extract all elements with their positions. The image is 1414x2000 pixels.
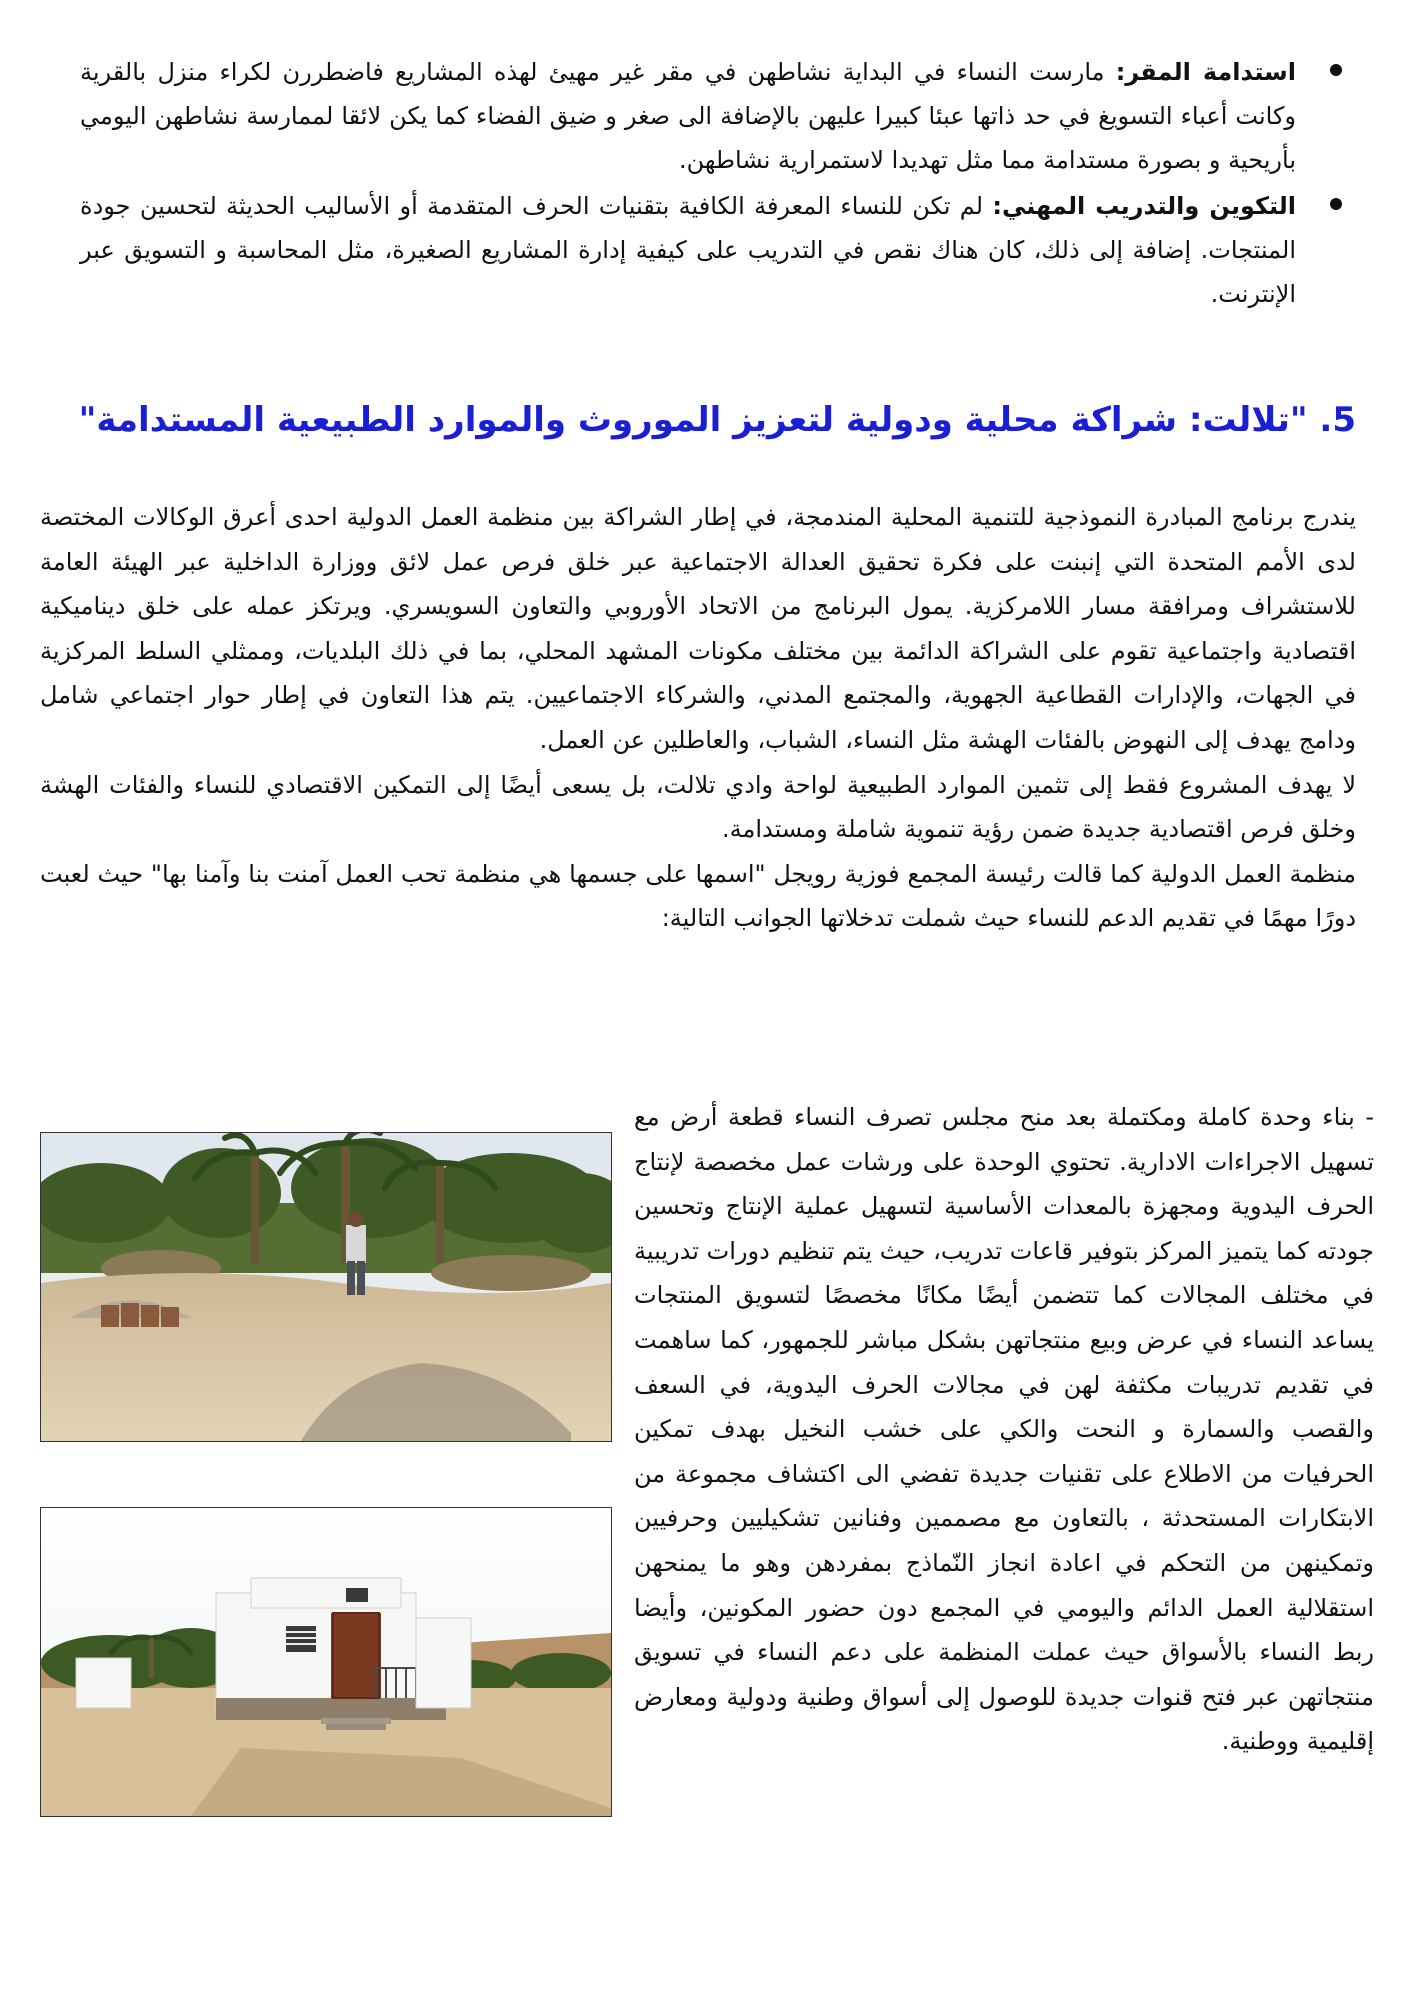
bullet-dot-icon xyxy=(1330,198,1342,210)
completed-building-photo xyxy=(40,1507,612,1817)
body-paragraph: يندرج برنامج المبادرة النموذجية للتنمية المحلية المندمجة، في إطار الشراكة بين منظمة العمل الدولية احدى أعرق الوكالات المختصة لدى الأمم المتحدة التي إنبنت على فكرة تحقيق العدالة الاجتماعية عبر خلق فرص عمل لائق ووزارة الداخلية عبر الهيئة العامة للاستشراف ومرافقة مسار اللامركزية. يمول البرنامج من الاتحاد الأوروبي والتعاون السويسري. ويرتكز عمله على خلق ديناميكية اقتصادية واجتماعية تقوم على الشراكة الدائمة بين مختلف مكونات المشهد المحلي، بما في ذلك البلديات، وممثلي السلط المركزية في الجهات، والإدارات القطاعية الجهوية، والمجتمع المدني، والشركاء الاجتماعيين. يتم هذا التعاون في إطار حوار اجتماعي شامل ودامج يهدف إلى النهوض بالفئات الهشة مثل النساء، الشباب، والعاطلين عن العمل. xyxy=(40,503,1356,754)
body-paragraph: منظمة العمل الدولية كما قالت رئيسة المجمع فوزية رويجل "اسمها على جسمها هي منظمة تحب العمل آمنت بنا وآمنا بها" حيث لعبت دورًا مهمًا في تقديم الدعم للنساء حيث شملت تدخلاتها الجوانب التالية: xyxy=(40,859,1356,933)
bullet-list xyxy=(80,50,1356,318)
bullet-text: مارست النساء في البداية نشاطهن في مقر غير مهيئ لهذه المشاريع فاضطررن لكراء منزل بالقرية وكانت أعباء التسويغ في حد ذاتها عبئا كبيرا عليهن بالإضافة الى صغر و ضيق الفضاء كما يكن لائقا لممارسة نشاطهن اليومي بأريحية و بصورة مستدامة مما مثل تهديدا لاستمرارية نشاطهن. xyxy=(80,58,1296,174)
bullet-dot-icon xyxy=(1330,64,1342,76)
body-text xyxy=(40,495,1356,941)
bullet-title: استدامة المقر: xyxy=(1115,58,1296,86)
body-paragraph: لا يهدف المشروع فقط إلى تثمين الموارد الطبيعية لواحة وادي تلالت، بل يسعى أيضًا إلى التمكين الاقتصادي للنساء والفئات الهشة وخلق فرص اقتصادية جديدة ضمن رؤية تنموية شاملة ومستدامة. xyxy=(40,770,1356,844)
bullet-title: التكوين والتدريب المهني: xyxy=(992,192,1296,220)
construction-site-photo xyxy=(40,1132,612,1442)
bullet-item-training xyxy=(80,184,1356,316)
side-column-text: - بناء وحدة كاملة ومكتملة بعد منح مجلس تصرف النساء قطعة أرض مع تسهيل الاجراءات الادارية. تحتوي الوحدة على ورشات عمل مخصصة لإنتاج الحرف اليدوية ومجهزة بالمعدات الأساسية لتسهيل عملية الإنتاج وتحسين جودته كما يتميز المركز بتوفير قاعات تدريب، حيث يتم تنظيم دورات تدريبية في مختلف المجالات كما تتضمن أيضًا مكانًا مخصصًا لتسويق المنتجات يساعد النساء في عرض وبيع منتجاتهن بشكل مباشر للجمهور، كما ساهمت في تقديم تدريبات مكثفة لهن في مجالات الحرف اليدوية، في السعف والقصب والسمارة و النحت والكي على خشب النخيل بهدف تمكين الحرفيات من الاطلاع على تقنيات جديدة تفضي الى اكتشاف مجموعة من الابتكارات المستحدثة ، بالتعاون مع مصممين وفنانين تشكيليين وحرفيين وتمكينهن من التحكم في اعادة انجاز النّماذج بمفردهن وهو ما يمنحهن استقلالية العمل الدائم واليومي في المجمع دون حضور المكونين، وأيضا ربط النساء بالأسواق حيث عملت المنظمة على دعم النساء في تسويق منتجاتهن عبر فتح قنوات جديدة للوصول إلى أسواق وطنية ودولية ومعارض إقليمية ووطنية. xyxy=(634,1103,1374,1756)
bullet-text: لم تكن للنساء المعرفة الكافية بتقنيات الحرف المتقدمة أو الأساليب الحديثة لتحسين جودة المنتجات. إضافة إلى ذلك، كان هناك نقص في التدريب على كيفية إدارة المشاريع الصغيرة، مثل المحاسبة و التسويق عبر الإنترنت. xyxy=(80,192,1296,308)
bullet-item-premises xyxy=(80,50,1356,182)
section-heading: 5. "تلالت: شراكة محلية ودولية لتعزيز الموروث والموارد الطبيعية المستدامة" xyxy=(78,400,1356,440)
